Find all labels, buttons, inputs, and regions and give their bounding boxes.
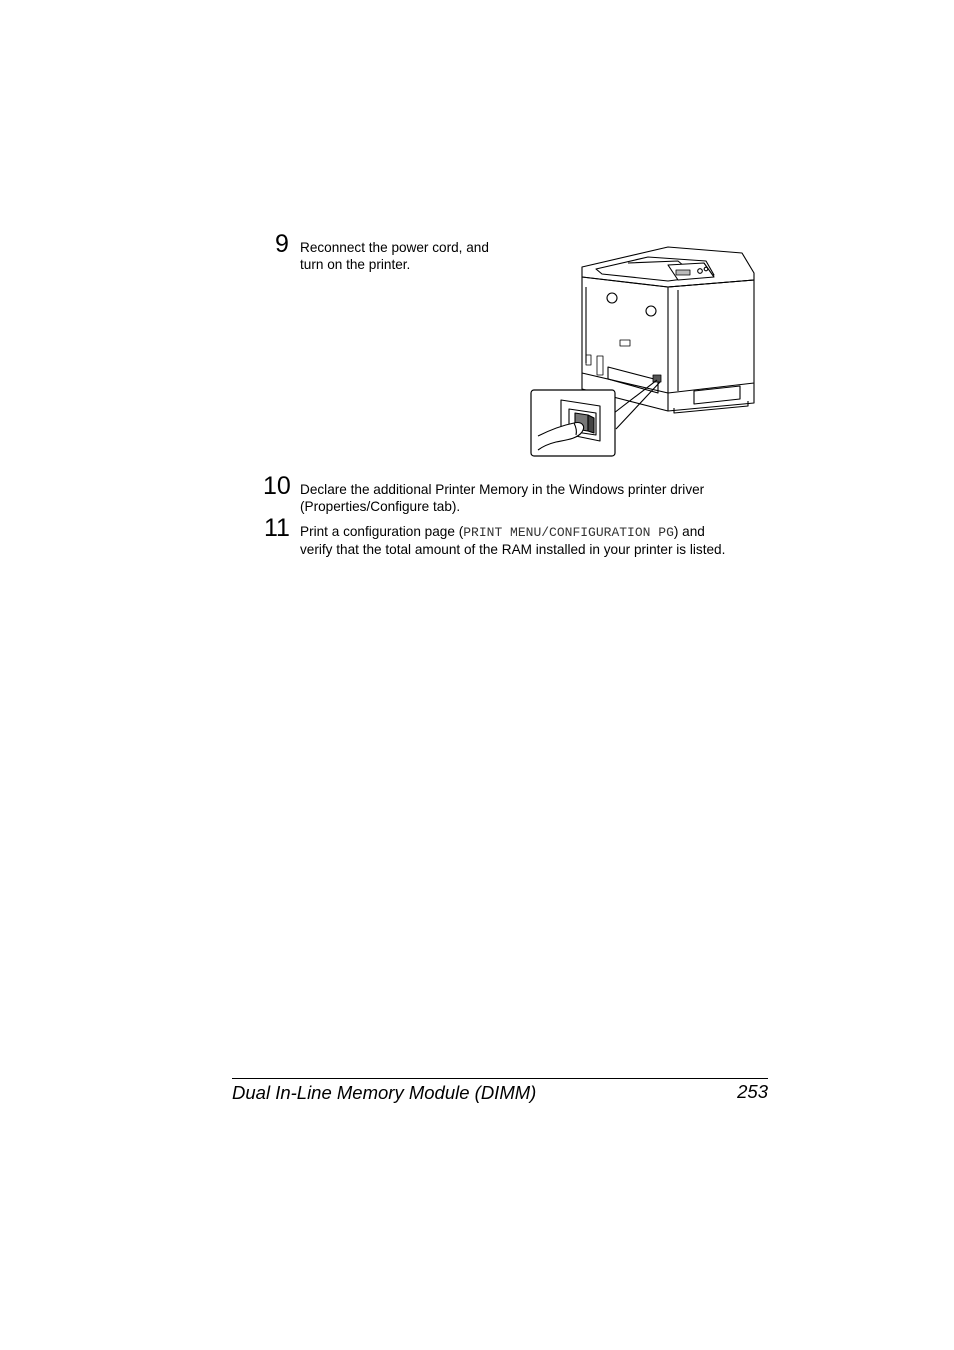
step-text-line: (Properties/Configure tab). <box>300 499 461 514</box>
step-text <box>300 239 489 273</box>
menu-path-code: PRINT MENU/CONFIGURATION PG <box>463 525 674 540</box>
step-text-segment: Print a configuration page ( <box>300 524 464 539</box>
step-text-line: verify that the total amount of the RAM installed in your printer is listed. <box>300 542 726 557</box>
step-text-line <box>300 523 725 541</box>
step-text-line: Reconnect the power cord, and <box>300 240 489 255</box>
step-text <box>300 523 725 558</box>
step-number: 9 <box>275 230 289 258</box>
printer-power-switch-illustration <box>528 243 760 459</box>
step-number: 10 <box>263 472 291 500</box>
page-number: 253 <box>737 1081 768 1102</box>
step-text-line: turn on the printer. <box>300 257 411 272</box>
step-number: 11 <box>264 514 290 542</box>
step-text-line: Declare the additional Printer Memory in the Windows printer driver <box>300 482 705 497</box>
footer-section-title: Dual In-Line Memory Module (DIMM) <box>232 1082 537 1103</box>
step-text-segment: ) and <box>673 524 705 539</box>
step-text <box>300 481 704 515</box>
footer-divider <box>232 1078 768 1079</box>
